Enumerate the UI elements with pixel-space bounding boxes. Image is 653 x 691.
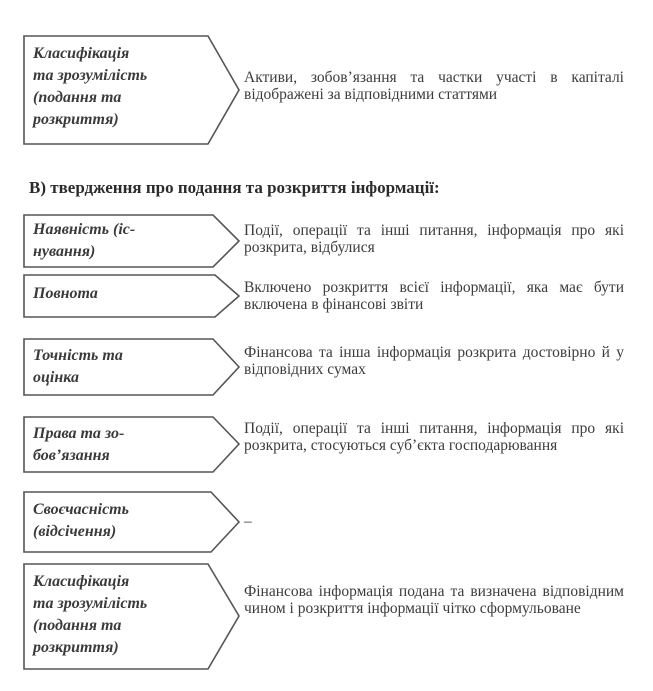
assertion-label: Права та зо- бов’язання (33, 425, 125, 464)
assertion-row (0, 416, 653, 473)
assertion-description: Події, операції та інші питання, інформація про які розкрита, стосуються суб’єкта господарювання (244, 420, 624, 454)
assertion-row-top (0, 35, 653, 145)
assertion-description: Фінансова та інша інформація розкрита достовірно й у відповідних сумах (244, 344, 624, 378)
assertion-description: Фінансова інформація подана та визначена відповідним чином і розкриття інформації чітко сформульоване (244, 583, 624, 617)
assertion-label: Класифікація та зрозумілість (подання та розкриття) (33, 45, 148, 128)
assertion-description: Активи, зобов’язання та частки участі в капіталі відображені за відповідними статтями (244, 69, 624, 103)
assertion-row (0, 563, 653, 670)
pentagon-arrow-shape (23, 491, 241, 553)
pentagon-arrow-shape (23, 416, 241, 473)
pentagon-arrow-shape (23, 274, 241, 318)
pentagon-arrow-shape (23, 338, 241, 396)
assertion-row (0, 214, 653, 268)
pentagon-arrow-shape (23, 214, 241, 268)
assertion-row (0, 274, 653, 318)
assertion-description: Події, операції та інші питання, інформація про які розкрита, відбулися (244, 222, 624, 256)
assertion-description: – (244, 513, 252, 530)
pentagon-arrow-shape (23, 35, 241, 145)
assertion-label: Точність та оцінка (33, 347, 123, 386)
assertion-label: Наявність (іс- нування) (33, 221, 136, 260)
assertion-label: Повнота (33, 285, 98, 302)
assertion-description: Включено розкриття всієї інформації, яка має бути включена в фінансові звіти (244, 279, 624, 313)
assertion-label: Своєчасність (відсічення) (33, 501, 129, 540)
assertion-row (0, 491, 653, 553)
assertion-row (0, 338, 653, 396)
section-heading: В) твердження про подання та розкриття інформації: (29, 178, 440, 197)
pentagon-arrow-shape (23, 563, 241, 670)
assertion-label: Класифікація та зрозумілість (подання та розкриття) (33, 573, 148, 656)
